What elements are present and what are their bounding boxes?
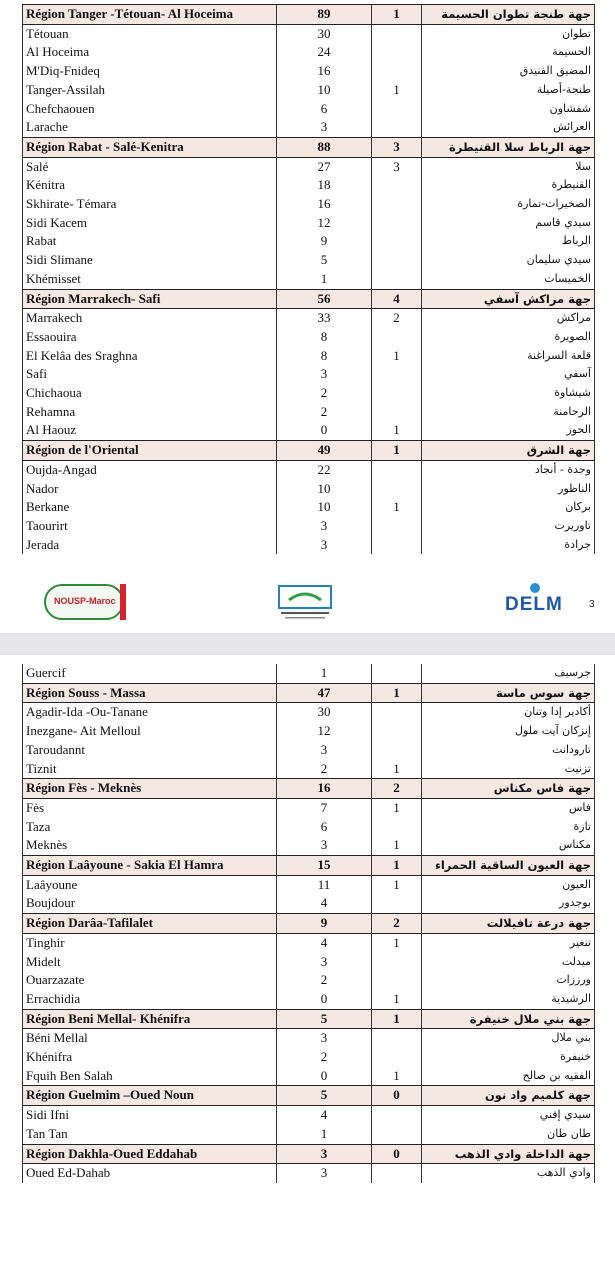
- footer-logos: [0, 572, 615, 632]
- name-fr-cell: Laâyoune: [23, 875, 277, 894]
- secondary-count-cell: 3: [372, 157, 422, 176]
- secondary-count-cell: 1: [372, 421, 422, 440]
- name-ar-cell: سيدي قاسم: [422, 214, 595, 233]
- name-fr-cell: Khémisset: [23, 270, 277, 289]
- name-fr-cell: Agadir-Ida -Ou-Tanane: [23, 703, 277, 722]
- secondary-count-cell: 2: [372, 779, 422, 799]
- city-row: [23, 62, 595, 81]
- city-row: [23, 798, 595, 817]
- count-cell: 30: [277, 24, 372, 43]
- name-fr-cell: Région Rabat - Salé-Kenitra: [23, 137, 277, 157]
- region-row: [23, 441, 595, 461]
- name-fr-cell: Tanger-Assilah: [23, 81, 277, 100]
- count-cell: 3: [277, 1029, 372, 1048]
- secondary-count-cell: [372, 403, 422, 422]
- secondary-count-cell: 1: [372, 875, 422, 894]
- name-fr-cell: Khénifra: [23, 1048, 277, 1067]
- secondary-count-cell: 1: [372, 933, 422, 952]
- secondary-count-cell: [372, 818, 422, 837]
- secondary-count-cell: [372, 365, 422, 384]
- secondary-count-cell: [372, 232, 422, 251]
- city-row: [23, 722, 595, 741]
- count-cell: 2: [277, 384, 372, 403]
- secondary-count-cell: 1: [372, 5, 422, 25]
- name-ar-cell: جهة العيون الساقية الحمراء: [422, 856, 595, 876]
- secondary-count-cell: [372, 270, 422, 289]
- secondary-count-cell: [372, 703, 422, 722]
- secondary-count-cell: [372, 62, 422, 81]
- name-ar-cell: جرادة: [422, 536, 595, 555]
- region-row: [23, 779, 595, 799]
- secondary-count-cell: 1: [372, 81, 422, 100]
- secondary-count-cell: [372, 384, 422, 403]
- name-fr-cell: Région Laâyoune - Sakia El Hamra: [23, 856, 277, 876]
- secondary-count-cell: 1: [372, 498, 422, 517]
- name-fr-cell: Rabat: [23, 232, 277, 251]
- name-ar-cell: طان طان: [422, 1125, 595, 1144]
- name-fr-cell: Taza: [23, 818, 277, 837]
- name-fr-cell: M'Diq-Fnideq: [23, 62, 277, 81]
- name-fr-cell: Tétouan: [23, 24, 277, 43]
- count-cell: 6: [277, 100, 372, 119]
- name-fr-cell: Guercif: [23, 664, 277, 683]
- name-fr-cell: Taroudannt: [23, 741, 277, 760]
- name-fr-cell: Skhirate- Témara: [23, 195, 277, 214]
- city-row: [23, 517, 595, 536]
- count-cell: 89: [277, 5, 372, 25]
- name-fr-cell: Chichaoua: [23, 384, 277, 403]
- name-ar-cell: جهة درعة تافيلالت: [422, 914, 595, 934]
- name-fr-cell: Sidi Slimane: [23, 251, 277, 270]
- name-ar-cell: وادي الذهب: [422, 1164, 595, 1183]
- name-fr-cell: Al Haouz: [23, 421, 277, 440]
- name-fr-cell: Tinghir: [23, 933, 277, 952]
- secondary-count-cell: 3: [372, 137, 422, 157]
- city-row: [23, 664, 595, 683]
- name-ar-cell: جهة سوس ماسة: [422, 683, 595, 703]
- count-cell: 8: [277, 328, 372, 347]
- name-ar-cell: جهة بني ملال خنيفرة: [422, 1009, 595, 1029]
- count-cell: 3: [277, 365, 372, 384]
- count-cell: 9: [277, 232, 372, 251]
- region-row: [23, 1009, 595, 1029]
- count-cell: 4: [277, 1106, 372, 1125]
- name-fr-cell: Essaouira: [23, 328, 277, 347]
- name-fr-cell: Rehamna: [23, 403, 277, 422]
- name-fr-cell: Errachidia: [23, 990, 277, 1009]
- city-row: [23, 536, 595, 555]
- secondary-count-cell: [372, 24, 422, 43]
- name-fr-cell: Région de l'Oriental: [23, 441, 277, 461]
- city-row: [23, 971, 595, 990]
- city-row: [23, 818, 595, 837]
- count-cell: 8: [277, 347, 372, 366]
- secondary-count-cell: 1: [372, 836, 422, 855]
- city-row: [23, 214, 595, 233]
- secondary-count-cell: 1: [372, 1067, 422, 1086]
- secondary-count-cell: [372, 100, 422, 119]
- city-row: [23, 741, 595, 760]
- nousp-logo-text: NOUSP-Maroc: [54, 596, 116, 606]
- count-cell: 4: [277, 894, 372, 913]
- count-cell: 1: [277, 664, 372, 683]
- city-row: [23, 195, 595, 214]
- secondary-count-cell: [372, 460, 422, 479]
- count-cell: 2: [277, 971, 372, 990]
- count-cell: 2: [277, 403, 372, 422]
- count-cell: 88: [277, 137, 372, 157]
- name-ar-cell: الخميسات: [422, 270, 595, 289]
- secondary-count-cell: 1: [372, 990, 422, 1009]
- city-row: [23, 176, 595, 195]
- name-ar-cell: جهة كلميم واد نون: [422, 1086, 595, 1106]
- name-ar-cell: تازة: [422, 818, 595, 837]
- name-fr-cell: Taourirt: [23, 517, 277, 536]
- name-ar-cell: الصويرة: [422, 328, 595, 347]
- city-row: [23, 403, 595, 422]
- city-row: [23, 81, 595, 100]
- secondary-count-cell: [372, 1048, 422, 1067]
- name-ar-cell: سيدي إفني: [422, 1106, 595, 1125]
- count-cell: 30: [277, 703, 372, 722]
- name-ar-cell: خنيفرة: [422, 1048, 595, 1067]
- count-cell: 16: [277, 62, 372, 81]
- name-fr-cell: Sidi Ifni: [23, 1106, 277, 1125]
- name-ar-cell: الصخيرات-تمارة: [422, 195, 595, 214]
- secondary-count-cell: 0: [372, 1144, 422, 1164]
- name-fr-cell: Région Guelmim –Oued Noun: [23, 1086, 277, 1106]
- name-fr-cell: Chefchaouen: [23, 100, 277, 119]
- count-cell: 2: [277, 760, 372, 779]
- name-fr-cell: Oujda-Angad: [23, 460, 277, 479]
- name-ar-cell: الرشيدية: [422, 990, 595, 1009]
- city-row: [23, 24, 595, 43]
- city-row: [23, 157, 595, 176]
- city-row: [23, 953, 595, 972]
- name-fr-cell: El Kelâa des Sraghna: [23, 347, 277, 366]
- secondary-count-cell: [372, 176, 422, 195]
- name-fr-cell: Béni Mellal: [23, 1029, 277, 1048]
- name-fr-cell: Marrakech: [23, 309, 277, 328]
- secondary-count-cell: [372, 1106, 422, 1125]
- name-ar-cell: الرحامنة: [422, 403, 595, 422]
- secondary-count-cell: [372, 251, 422, 270]
- name-ar-cell: قلعة السراغنة: [422, 347, 595, 366]
- page-separator: [0, 633, 615, 655]
- city-row: [23, 480, 595, 499]
- count-cell: 10: [277, 498, 372, 517]
- city-row: [23, 384, 595, 403]
- secondary-count-cell: 1: [372, 1009, 422, 1029]
- count-cell: 11: [277, 875, 372, 894]
- secondary-count-cell: [372, 328, 422, 347]
- name-ar-cell: وجدة - أنجاد: [422, 460, 595, 479]
- secondary-count-cell: [372, 1029, 422, 1048]
- city-row: [23, 1029, 595, 1048]
- count-cell: 3: [277, 953, 372, 972]
- city-row: [23, 309, 595, 328]
- count-cell: 3: [277, 517, 372, 536]
- page-number: 3: [589, 599, 595, 610]
- name-ar-cell: جهة طنجة تطوان الحسيمة: [422, 5, 595, 25]
- count-cell: 7: [277, 798, 372, 817]
- count-cell: 0: [277, 990, 372, 1009]
- secondary-count-cell: 1: [372, 856, 422, 876]
- name-ar-cell: تارودانت: [422, 741, 595, 760]
- delm-emblem-icon: [527, 582, 543, 594]
- name-ar-cell: العرائش: [422, 118, 595, 137]
- count-cell: 4: [277, 933, 372, 952]
- secondary-count-cell: 2: [372, 309, 422, 328]
- secondary-count-cell: [372, 1125, 422, 1144]
- name-fr-cell: Région Beni Mellal- Khénifra: [23, 1009, 277, 1029]
- name-fr-cell: Fès: [23, 798, 277, 817]
- secondary-count-cell: 2: [372, 914, 422, 934]
- city-row: [23, 421, 595, 440]
- region-row: [23, 683, 595, 703]
- name-ar-cell: جهة الداخلة وادي الذهب: [422, 1144, 595, 1164]
- secondary-count-cell: [372, 894, 422, 913]
- region-table-page-4: [22, 664, 595, 1183]
- name-fr-cell: Midelt: [23, 953, 277, 972]
- name-ar-cell: جهة مراكش آسفي: [422, 289, 595, 309]
- secondary-count-cell: 1: [372, 798, 422, 817]
- secondary-count-cell: [372, 195, 422, 214]
- secondary-count-cell: 1: [372, 760, 422, 779]
- count-cell: 12: [277, 214, 372, 233]
- count-cell: 3: [277, 1144, 372, 1164]
- secondary-count-cell: [372, 214, 422, 233]
- page-4: [0, 655, 615, 1280]
- city-row: [23, 703, 595, 722]
- name-fr-cell: Tan Tan: [23, 1125, 277, 1144]
- name-ar-cell: سيدي سليمان: [422, 251, 595, 270]
- count-cell: 10: [277, 81, 372, 100]
- name-ar-cell: جرسيف: [422, 664, 595, 683]
- name-fr-cell: Fquih Ben Salah: [23, 1067, 277, 1086]
- city-row: [23, 118, 595, 137]
- count-cell: 0: [277, 421, 372, 440]
- region-row: [23, 856, 595, 876]
- name-ar-cell: الرباط: [422, 232, 595, 251]
- region-row: [23, 1144, 595, 1164]
- secondary-count-cell: [372, 118, 422, 137]
- count-cell: 12: [277, 722, 372, 741]
- name-ar-cell: بني ملال: [422, 1029, 595, 1048]
- name-ar-cell: تاوريرت: [422, 517, 595, 536]
- secondary-count-cell: 1: [372, 347, 422, 366]
- name-ar-cell: جهة فاس مكناس: [422, 779, 595, 799]
- name-ar-cell: شفشاون: [422, 100, 595, 119]
- name-fr-cell: Berkane: [23, 498, 277, 517]
- name-fr-cell: Inezgane- Ait Melloul: [23, 722, 277, 741]
- city-row: [23, 232, 595, 251]
- name-fr-cell: Région Darâa-Tafilalet: [23, 914, 277, 934]
- name-ar-cell: تنغير: [422, 933, 595, 952]
- name-ar-cell: ميدلت: [422, 953, 595, 972]
- name-ar-cell: الحوز: [422, 421, 595, 440]
- city-row: [23, 836, 595, 855]
- count-cell: 3: [277, 836, 372, 855]
- name-ar-cell: بركان: [422, 498, 595, 517]
- city-row: [23, 43, 595, 62]
- secondary-count-cell: 4: [372, 289, 422, 309]
- secondary-count-cell: [372, 971, 422, 990]
- count-cell: 16: [277, 779, 372, 799]
- name-ar-cell: القنيطرة: [422, 176, 595, 195]
- name-ar-cell: العيون: [422, 875, 595, 894]
- count-cell: 47: [277, 683, 372, 703]
- city-row: [23, 1125, 595, 1144]
- name-fr-cell: Nador: [23, 480, 277, 499]
- name-ar-cell: أكادير إدا وتنان: [422, 703, 595, 722]
- count-cell: 9: [277, 914, 372, 934]
- count-cell: 15: [277, 856, 372, 876]
- delm-logo: [505, 586, 569, 622]
- count-cell: 27: [277, 157, 372, 176]
- secondary-count-cell: [372, 1164, 422, 1183]
- region-table-page-3: [22, 4, 595, 554]
- name-fr-cell: Larache: [23, 118, 277, 137]
- name-ar-cell: شيشاوة: [422, 384, 595, 403]
- city-row: [23, 328, 595, 347]
- count-cell: 3: [277, 1164, 372, 1183]
- count-cell: 18: [277, 176, 372, 195]
- nousp-logo: [44, 584, 124, 620]
- secondary-count-cell: [372, 517, 422, 536]
- region-row: [23, 137, 595, 157]
- name-ar-cell: ورززات: [422, 971, 595, 990]
- page-3: [0, 0, 615, 633]
- count-cell: 3: [277, 536, 372, 555]
- secondary-count-cell: 0: [372, 1086, 422, 1106]
- name-ar-cell: الفقيه بن صالح: [422, 1067, 595, 1086]
- name-ar-cell: تزنيت: [422, 760, 595, 779]
- city-row: [23, 347, 595, 366]
- count-cell: 22: [277, 460, 372, 479]
- count-cell: 2: [277, 1048, 372, 1067]
- count-cell: 5: [277, 1009, 372, 1029]
- name-fr-cell: Salé: [23, 157, 277, 176]
- count-cell: 5: [277, 1086, 372, 1106]
- city-row: [23, 894, 595, 913]
- name-fr-cell: Ouarzazate: [23, 971, 277, 990]
- secondary-count-cell: [372, 480, 422, 499]
- name-ar-cell: مكناس: [422, 836, 595, 855]
- secondary-count-cell: 1: [372, 683, 422, 703]
- count-cell: 24: [277, 43, 372, 62]
- secondary-count-cell: [372, 536, 422, 555]
- secondary-count-cell: 1: [372, 441, 422, 461]
- name-ar-cell: الناظور: [422, 480, 595, 499]
- count-cell: 16: [277, 195, 372, 214]
- delm-logo-text: DELM: [505, 594, 563, 615]
- name-fr-cell: Boujdour: [23, 894, 277, 913]
- name-ar-cell: جهة الشرق: [422, 441, 595, 461]
- secondary-count-cell: [372, 664, 422, 683]
- region-row: [23, 914, 595, 934]
- ministry-of-health-logo: [275, 584, 335, 624]
- city-row: [23, 990, 595, 1009]
- name-fr-cell: Région Souss - Massa: [23, 683, 277, 703]
- count-cell: 49: [277, 441, 372, 461]
- secondary-count-cell: [372, 43, 422, 62]
- name-ar-cell: المضيق الفنيدق: [422, 62, 595, 81]
- name-fr-cell: Safi: [23, 365, 277, 384]
- region-row: [23, 5, 595, 25]
- city-row: [23, 760, 595, 779]
- name-ar-cell: تطوان: [422, 24, 595, 43]
- name-ar-cell: طنجة-أصيلة: [422, 81, 595, 100]
- city-row: [23, 1106, 595, 1125]
- count-cell: 10: [277, 480, 372, 499]
- name-fr-cell: Région Tanger -Tétouan- Al Hoceima: [23, 5, 277, 25]
- name-ar-cell: مراكش: [422, 309, 595, 328]
- name-ar-cell: آسفي: [422, 365, 595, 384]
- city-row: [23, 933, 595, 952]
- region-row: [23, 1086, 595, 1106]
- name-fr-cell: Meknès: [23, 836, 277, 855]
- count-cell: 33: [277, 309, 372, 328]
- name-fr-cell: Kénitra: [23, 176, 277, 195]
- name-fr-cell: Région Dakhla-Oued Eddahab: [23, 1144, 277, 1164]
- city-row: [23, 365, 595, 384]
- count-cell: 1: [277, 1125, 372, 1144]
- name-fr-cell: Région Marrakech- Safi: [23, 289, 277, 309]
- city-row: [23, 1164, 595, 1183]
- count-cell: 0: [277, 1067, 372, 1086]
- name-fr-cell: Jerada: [23, 536, 277, 555]
- city-row: [23, 251, 595, 270]
- name-ar-cell: فاس: [422, 798, 595, 817]
- count-cell: 6: [277, 818, 372, 837]
- city-row: [23, 498, 595, 517]
- city-row: [23, 1067, 595, 1086]
- count-cell: 5: [277, 251, 372, 270]
- count-cell: 3: [277, 741, 372, 760]
- count-cell: 56: [277, 289, 372, 309]
- city-row: [23, 875, 595, 894]
- name-fr-cell: Région Fès - Meknès: [23, 779, 277, 799]
- name-fr-cell: Al Hoceima: [23, 43, 277, 62]
- name-fr-cell: Sidi Kacem: [23, 214, 277, 233]
- city-row: [23, 100, 595, 119]
- secondary-count-cell: [372, 722, 422, 741]
- city-row: [23, 270, 595, 289]
- count-cell: 3: [277, 118, 372, 137]
- secondary-count-cell: [372, 741, 422, 760]
- secondary-count-cell: [372, 953, 422, 972]
- name-fr-cell: Tiznit: [23, 760, 277, 779]
- name-ar-cell: جهة الرباط سلا القنيطرة: [422, 137, 595, 157]
- city-row: [23, 1048, 595, 1067]
- region-row: [23, 289, 595, 309]
- name-ar-cell: إنزكان آيت ملول: [422, 722, 595, 741]
- count-cell: 1: [277, 270, 372, 289]
- name-ar-cell: الحسيمة: [422, 43, 595, 62]
- name-fr-cell: Oued Ed-Dahab: [23, 1164, 277, 1183]
- name-ar-cell: سلا: [422, 157, 595, 176]
- city-row: [23, 460, 595, 479]
- name-ar-cell: بوجدور: [422, 894, 595, 913]
